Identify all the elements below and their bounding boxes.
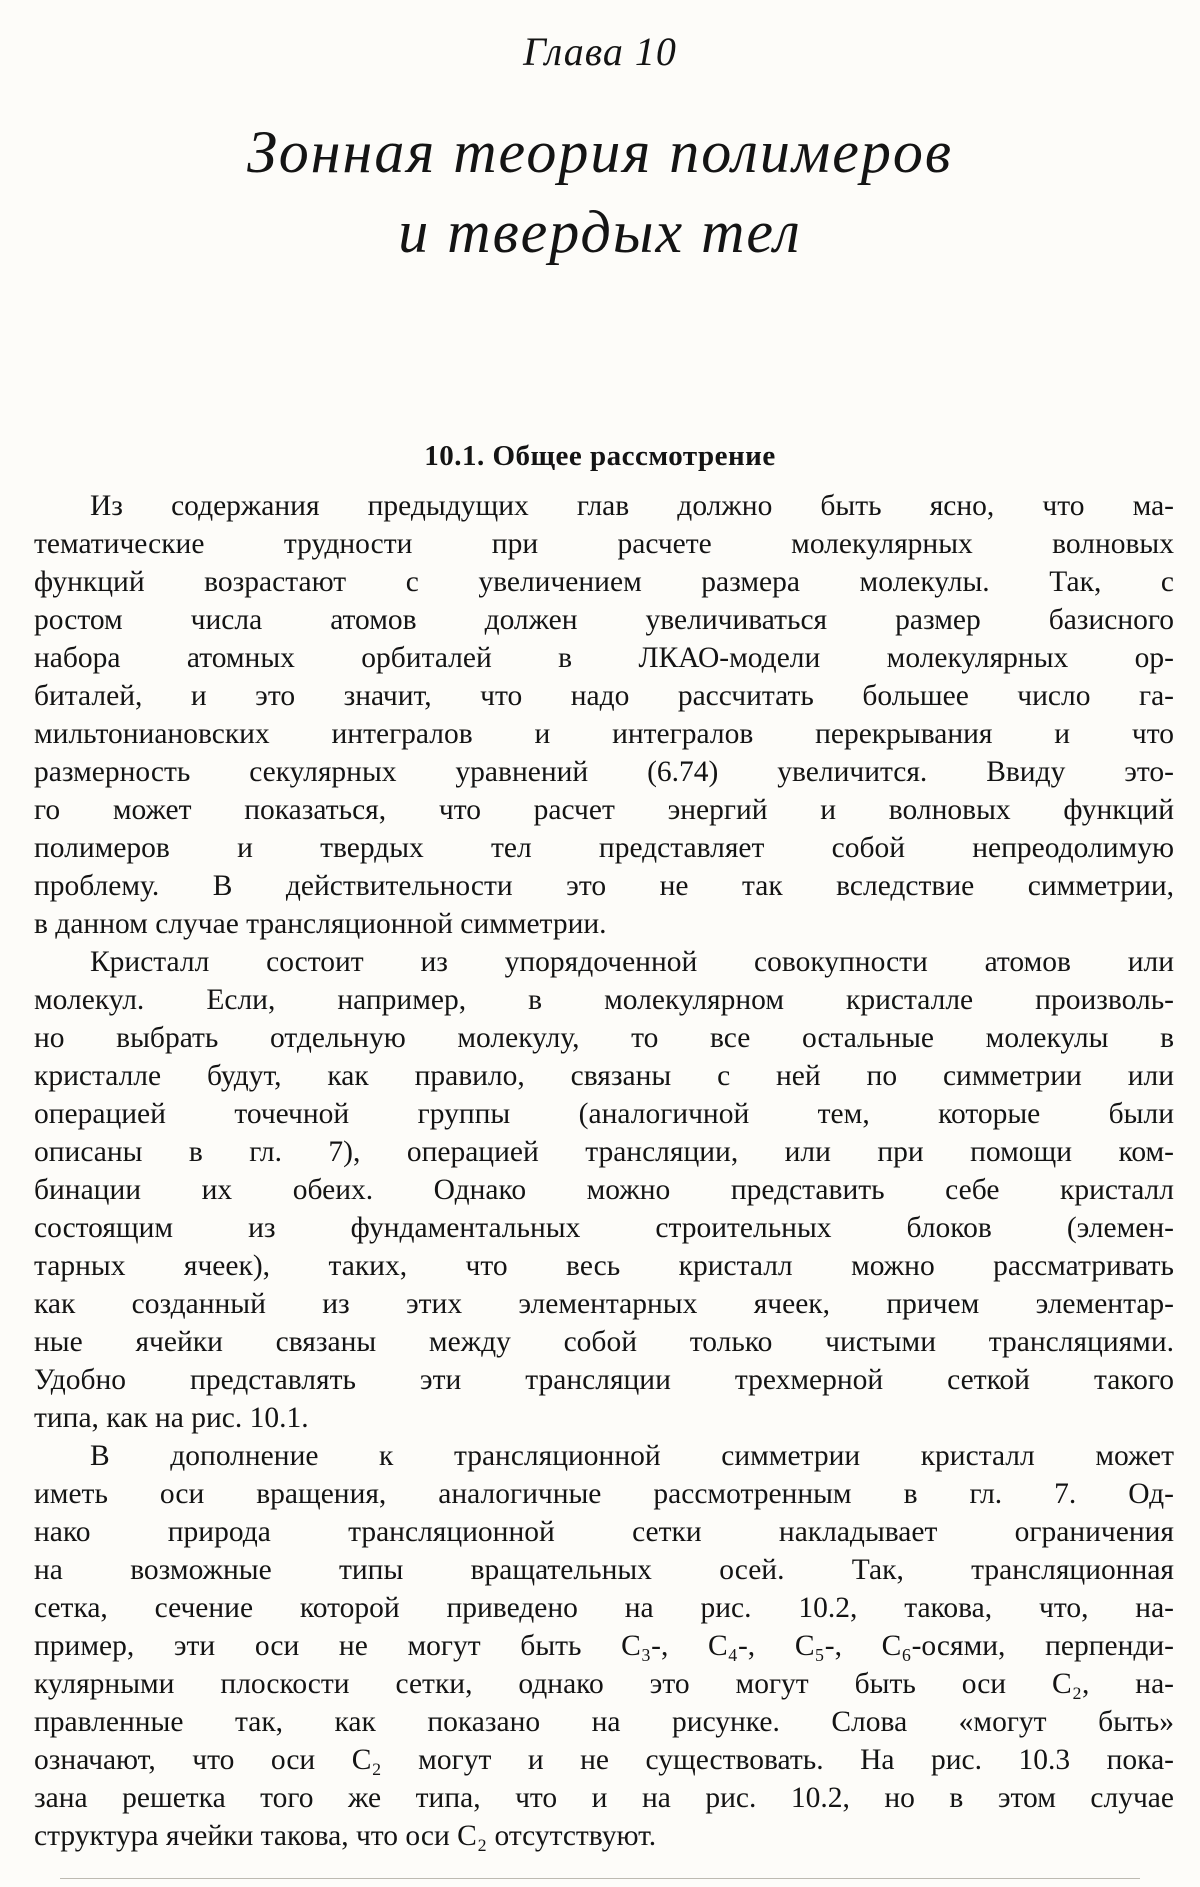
text-line: мильтонианoвских интегралов и интегралов перекрывания и что	[34, 718, 1174, 750]
section-heading: 10.1. Общее рассмотрение	[424, 440, 776, 472]
text-line: кристалле будут, как правило, связаны с ней по симметрии или	[34, 1060, 1174, 1092]
text-line: полимеров и твердых тел представляет собой непреодолимую	[34, 832, 1174, 864]
chapter-title-line-2: и твердых тел	[398, 199, 802, 265]
text-line: пример, эти оси не могут быть C₃-, C₄-, C₅-, C₆-осями, перпенди-	[34, 1630, 1174, 1662]
text-line: сетка, сечение которой приведено на рис. 10.2, такова, что, на-	[34, 1592, 1174, 1624]
text-line: Из содержания предыдущих глав должно быть ясно, что ма-	[90, 490, 1174, 522]
text-line: молекул. Если, например, в молекулярном кристалле произволь-	[34, 984, 1174, 1016]
text-line: тематические трудности при расчете молекулярных волновых	[34, 528, 1174, 560]
chapter-title-line-1: Зонная теория полимеров	[247, 119, 953, 185]
text-line: бинации их обеих. Однако можно представить себе кристалл	[34, 1174, 1174, 1206]
text-line: набора атомных орбиталей в ЛКАО-модели молекулярных ор-	[34, 642, 1174, 674]
text-line: функций возрастают с увеличением размера молекулы. Так, с	[34, 566, 1174, 598]
text-line: состоящим из фундаментальных строительных блоков (элемен-	[34, 1212, 1174, 1244]
text-line: на возможные типы вращательных осей. Так, трансляционная	[34, 1554, 1174, 1586]
text-line: но выбрать отдельную молекулу, то все остальные молекулы в	[34, 1022, 1174, 1054]
text-line: зана решетка того же типа, что и на рис. 10.2, но в этом случае	[34, 1782, 1174, 1814]
text-line: размерность секулярных уравнений (6.74) увеличится. Ввиду это-	[34, 756, 1174, 788]
text-line: Кристалл состоит из упорядоченной совокупности атомов или	[90, 946, 1174, 978]
text-line: означают, что оси C₂ могут и не существовать. На рис. 10.3 пока-	[34, 1744, 1174, 1776]
text-line: биталей, и это значит, что надо рассчитать большее число га-	[34, 680, 1174, 712]
text-line: в данном случае трансляционной симметрии.	[34, 908, 607, 940]
text-line: типа, как на рис. 10.1.	[34, 1402, 309, 1434]
text-line: структура ячейки такова, что оси C₂ отсутствуют.	[34, 1820, 657, 1852]
text-line: го может показаться, что расчет энергий и волновых функций	[34, 794, 1174, 826]
text-line: как созданный из этих элементарных ячеек, причем элементар-	[34, 1288, 1174, 1320]
text-line: правленные так, как показано на рисунке. Слова «могут быть»	[34, 1706, 1174, 1738]
text-line: проблему. В действительности это не так вследствие симметрии,	[34, 870, 1174, 902]
text-line: ные ячейки связаны между собой только чистыми трансляциями.	[34, 1326, 1174, 1358]
page-bottom-divider	[60, 1878, 1140, 1879]
text-line: ростом числа атомов должен увеличиваться размер базисного	[34, 604, 1174, 636]
text-line: операцией точечной группы (аналогичной тем, которые были	[34, 1098, 1174, 1130]
text-line: нако природа трансляционной сетки накладывает ограничения	[34, 1516, 1174, 1548]
text-line: Удобно представлять эти трансляции трехмерной сеткой такого	[34, 1364, 1174, 1396]
text-line: В дополнение к трансляционной симметрии кристалл может	[90, 1440, 1174, 1472]
text-line: иметь оси вращения, аналогичные рассмотренным в гл. 7. Од-	[34, 1478, 1174, 1510]
text-line: кулярными плоскости сетки, однако это могут быть оси C₂, на-	[34, 1668, 1174, 1700]
text-line: описаны в гл. 7), операцией трансляции, или при помощи ком-	[34, 1136, 1174, 1168]
chapter-title	[0, 112, 1200, 272]
chapter-label: Глава 10	[523, 29, 677, 74]
text-line: тарных ячеек), таких, что весь кристалл можно рассматривать	[34, 1250, 1174, 1282]
